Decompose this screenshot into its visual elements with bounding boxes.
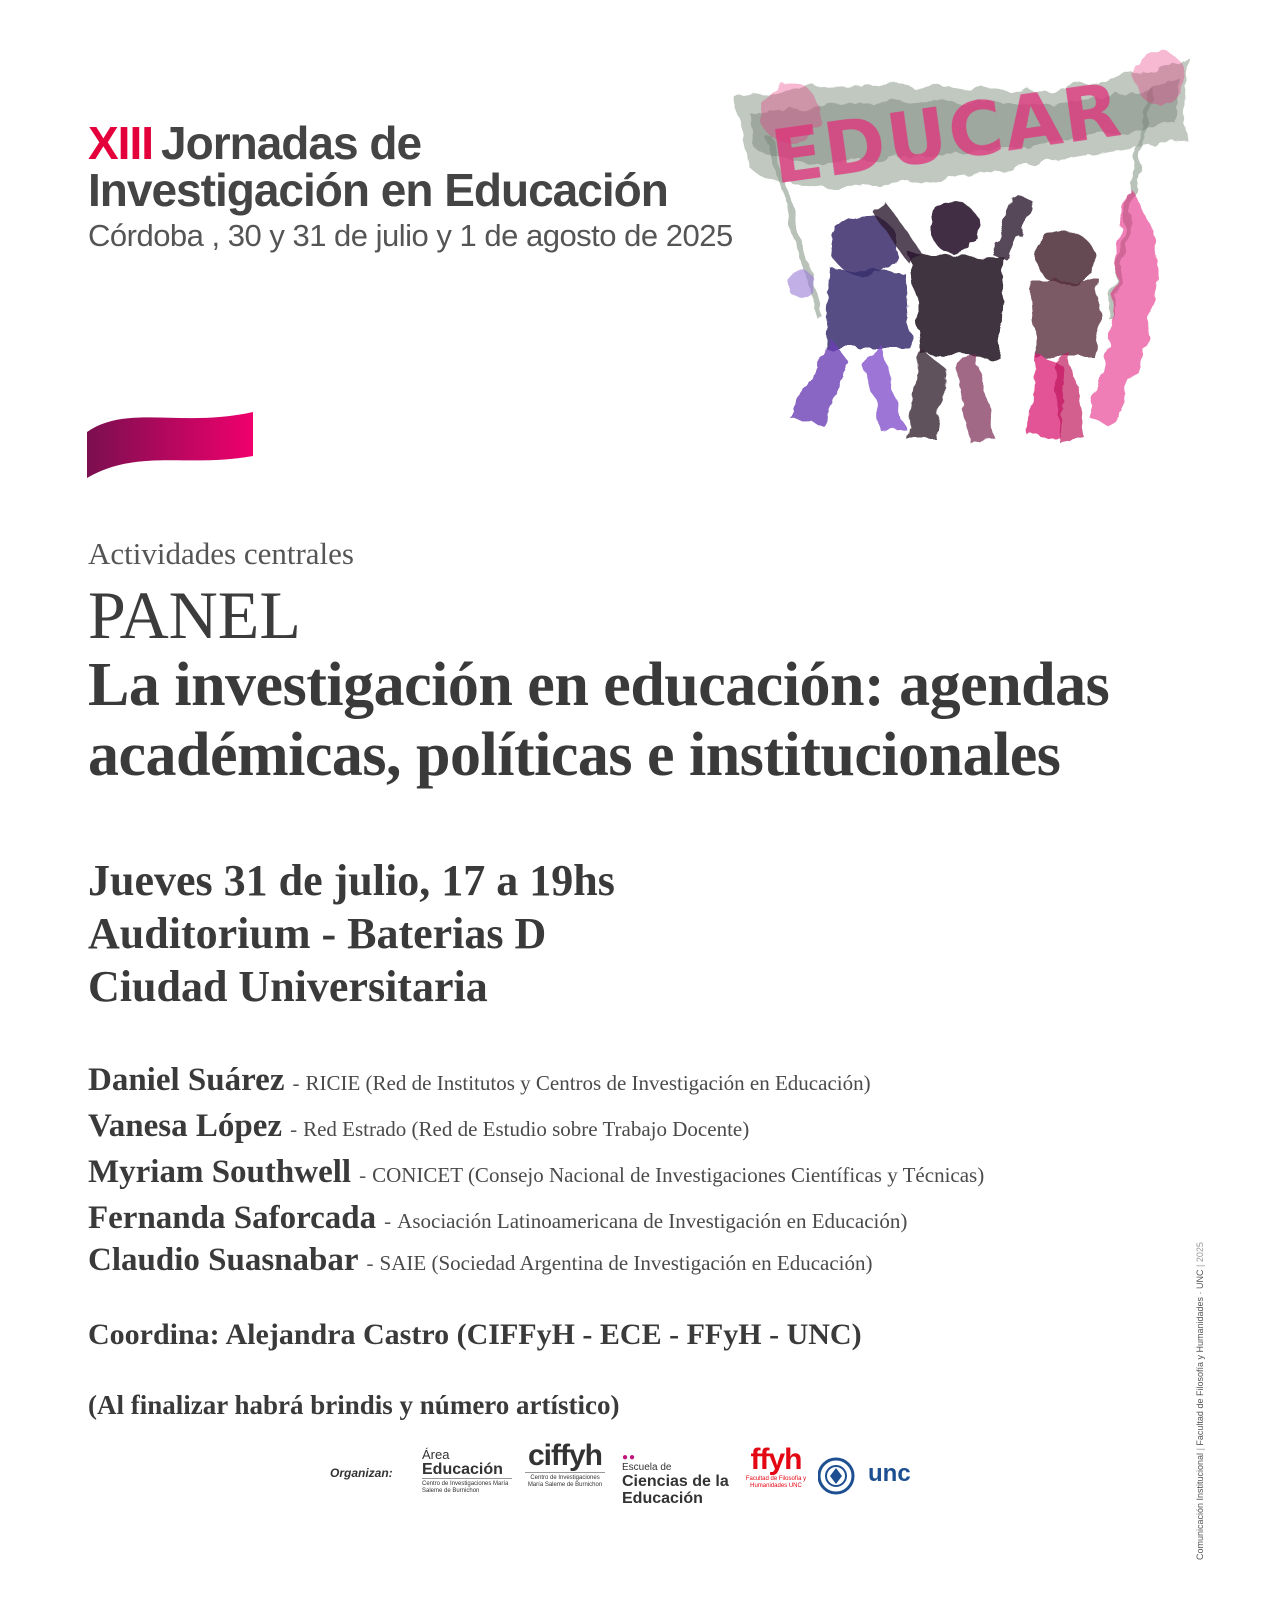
speaker-item bbox=[88, 1200, 1238, 1242]
speaker-name: Daniel Suárez bbox=[88, 1062, 285, 1098]
speakers-list bbox=[88, 1062, 1238, 1284]
speaker-separator: - bbox=[359, 1163, 367, 1187]
speaker-name: Myriam Southwell bbox=[88, 1154, 352, 1190]
speaker-item bbox=[88, 1154, 1238, 1200]
ece-dots-icon: ●● bbox=[622, 1452, 637, 1463]
event-title-part-1: Jornadas de bbox=[161, 117, 422, 169]
speaker-separator: - bbox=[290, 1117, 298, 1141]
unc-logo-name: unc bbox=[868, 1460, 911, 1487]
wave-decoration bbox=[87, 410, 253, 482]
credit-area: Comunicación Institucional bbox=[1195, 1452, 1205, 1560]
area-logo-name: Educación bbox=[422, 1461, 512, 1479]
speaker-affiliation: Asociación Latinoamericana de Investigación en Educación) bbox=[397, 1209, 908, 1233]
event-dates: Córdoba , 30 y 31 de julio y 1 de agosto de 2025 bbox=[88, 218, 733, 253]
educar-banner-illustration bbox=[730, 18, 1205, 488]
credit-faculty: Facultad de Filosofía y Humanidades · UNC bbox=[1195, 1269, 1205, 1446]
ciffyh-logo bbox=[525, 1440, 605, 1489]
speaker-item bbox=[88, 1062, 1238, 1108]
section-kicker: Actividades centrales bbox=[88, 536, 354, 571]
event-title-line-1 bbox=[88, 117, 733, 169]
speaker-affiliation: SAIE (Sociedad Argentina de Investigación en Educación) bbox=[379, 1251, 873, 1275]
credit-year: 2025 bbox=[1195, 1242, 1205, 1263]
event-venue: Auditorium - Baterias D bbox=[88, 909, 547, 958]
ffyh-logo bbox=[744, 1444, 808, 1490]
event-when-where bbox=[88, 854, 615, 1013]
edition-roman-numeral: XIII bbox=[88, 117, 154, 169]
speaker-affiliation: CONICET (Consejo Nacional de Investigaciones Científicas y Técnicas) bbox=[372, 1163, 985, 1187]
event-title-line-2: Investigación en Educación bbox=[88, 164, 668, 216]
ciffyh-logo-name: ciffyh bbox=[527, 1439, 602, 1472]
event-title-block bbox=[88, 117, 733, 254]
ciffyh-logo-sub: Centro de Investigaciones María Saleme de Burnichon bbox=[525, 1472, 605, 1489]
event-location: Ciudad Universitaria bbox=[88, 962, 488, 1011]
banner-text: EDUCAR bbox=[766, 67, 1128, 202]
panel-subtitle-line-1: La investigación en educación: agendas bbox=[88, 651, 1110, 719]
panel-subtitle-line-2: académicas, políticas e institucionales bbox=[88, 721, 1061, 789]
speaker-item bbox=[88, 1242, 1238, 1284]
panel-subtitle bbox=[88, 650, 1238, 790]
speaker-separator: - bbox=[384, 1209, 392, 1233]
coordinator-line: Coordina: Alejandra Castro (CIFFyH - ECE - FFyH - UNC) bbox=[88, 1318, 862, 1351]
organizers-label: Organizan: bbox=[330, 1466, 393, 1480]
speaker-name: Vanesa López bbox=[88, 1108, 283, 1144]
side-credit: Comunicación Institucional | Facultad de Filosofía y Humanidades · UNC | 2025 bbox=[1195, 1242, 1205, 1560]
area-educacion-logo bbox=[422, 1448, 512, 1495]
speaker-item bbox=[88, 1108, 1238, 1154]
speaker-separator: - bbox=[366, 1251, 374, 1275]
event-date-time: Jueves 31 de julio, 17 a 19hs bbox=[88, 856, 615, 905]
speaker-name: Claudio Suasnabar bbox=[88, 1242, 359, 1278]
speaker-name: Fernanda Saforcada bbox=[88, 1200, 377, 1236]
speaker-affiliation: RICIE (Red de Institutos y Centros de Investigación en Educación) bbox=[305, 1071, 871, 1095]
ece-logo-name: Ciencias de la Educación bbox=[622, 1473, 729, 1507]
speaker-affiliation: Red Estrado (Red de Estudio sobre Trabajo Docente) bbox=[303, 1117, 750, 1141]
area-logo-sub: Centro de Investigaciones María Saleme de Burnichon bbox=[422, 1481, 509, 1494]
ece-logo-top: Escuela de bbox=[622, 1462, 672, 1473]
speaker-separator: - bbox=[292, 1071, 300, 1095]
closing-note: (Al finalizar habrá brindis y número artístico) bbox=[88, 1390, 620, 1420]
ffyh-logo-sub: Facultad de Filosofía y Humanidades UNC bbox=[745, 1476, 807, 1489]
panel-label: PANEL bbox=[88, 577, 301, 653]
area-logo-top: Área bbox=[422, 1447, 450, 1462]
ffyh-logo-name: ffyh bbox=[750, 1443, 802, 1476]
ece-logo bbox=[622, 1454, 732, 1507]
